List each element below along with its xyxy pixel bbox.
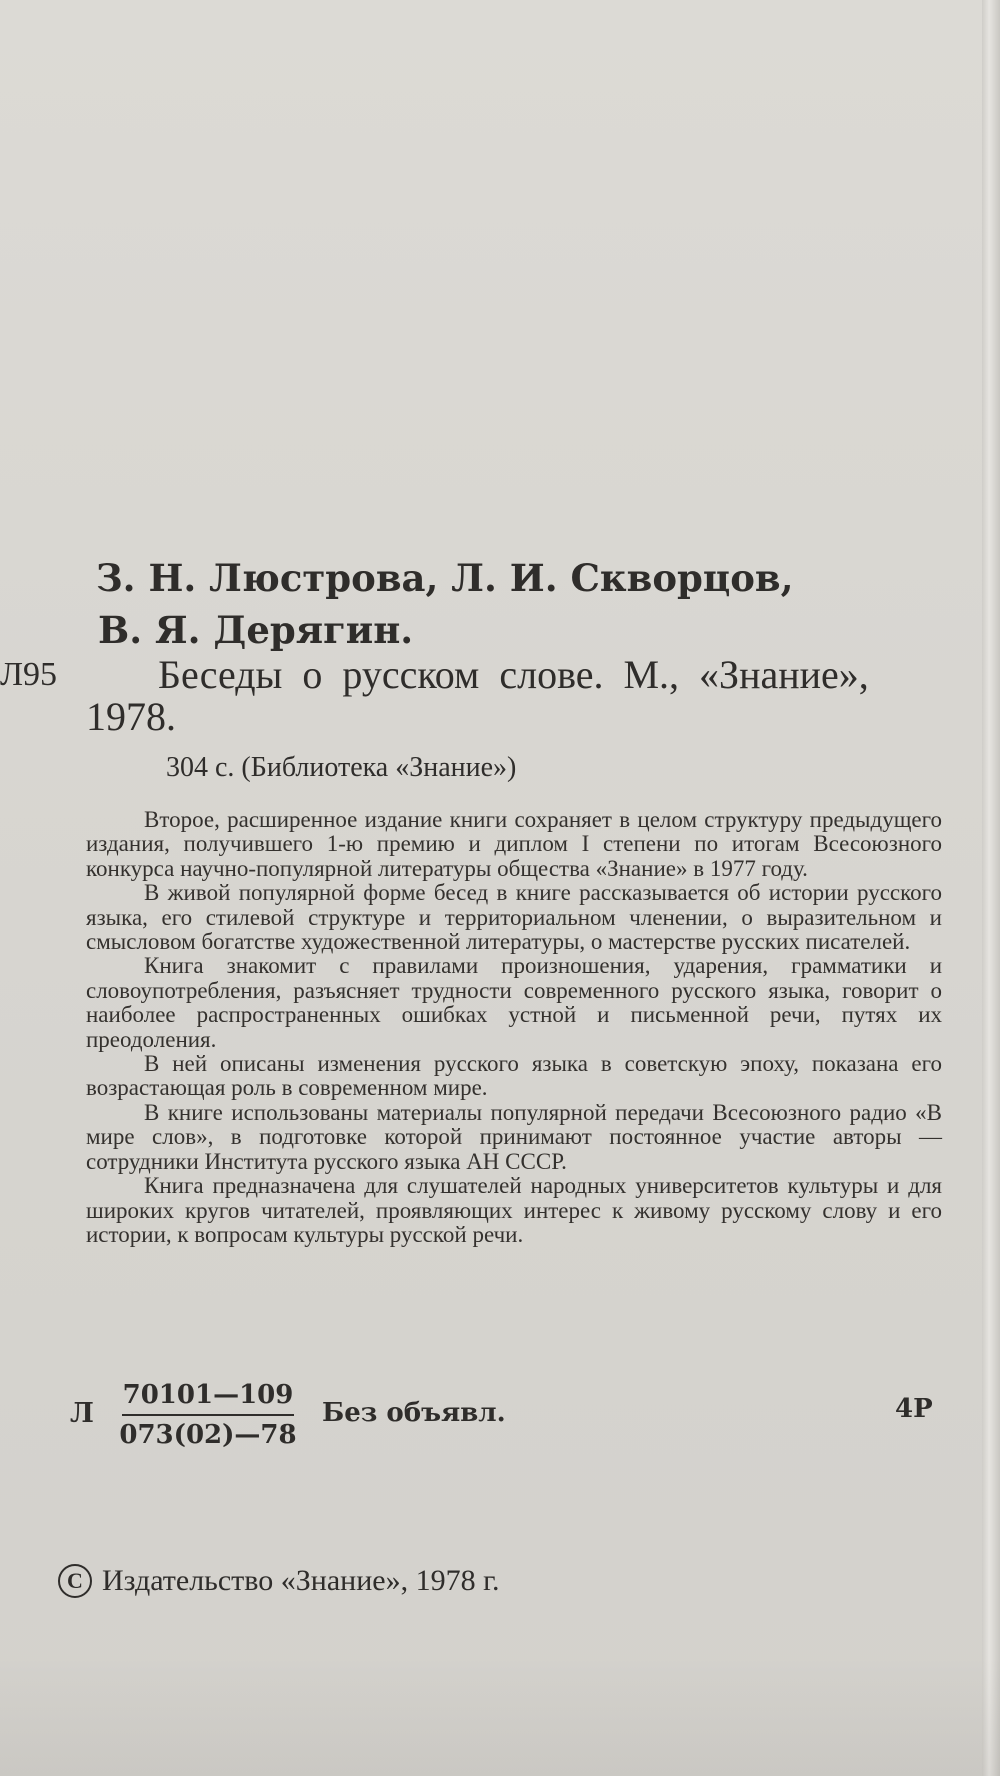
- abstract-paragraph: В ней описаны изменения русского языка в советскую эпоху, показана его возрастающая роль в современном мире.: [86, 1051, 942, 1101]
- price-code: 4Р: [895, 1394, 933, 1424]
- catalog-denominator: 073(02)—78: [119, 1420, 297, 1450]
- copyright-icon: C: [58, 1564, 92, 1598]
- abstract-paragraph: Второе, расширенное издание книги сохраняет в целом структуру предыдущего издания, получившего 1-ю премию и диплом I степени по итогам Всесоюзного конкурса научно-популярной литературы общества «Знание» в 1977 году.: [86, 807, 942, 881]
- catalog-index: [70, 1378, 950, 1468]
- classification-code: Л95: [0, 656, 58, 693]
- copyright-text: Издательство «Знание», 1978 г.: [102, 1564, 500, 1597]
- page-shadow: [0, 1656, 1000, 1776]
- copyright-line: [58, 1564, 500, 1598]
- authors-line-2: В. Я. Дерягин.: [98, 608, 414, 652]
- catalog-letter: Л: [70, 1398, 94, 1429]
- abstract-paragraph: В книге использованы материалы популярной передачи Всесоюзного радио «В мире слов», в подготовке которой принимают постоянное участие авторы — сотрудники Института русского языка АН СССР.: [86, 1099, 942, 1174]
- pages-series: 304 с. (Библиотека «Знание»): [166, 752, 517, 783]
- catalog-fraction: [118, 1378, 298, 1452]
- page-edge: [982, 0, 1000, 1776]
- abstract: [86, 808, 942, 1247]
- book-title-line: Беседы о русском слове. М., «Знание»,: [158, 652, 869, 697]
- catalog-note: Без объявл.: [322, 1398, 506, 1428]
- authors-block: [96, 552, 976, 656]
- abstract-paragraph: Книга предназначена для слушателей народных университетов культуры и для широких кругов читателей, проявляющих интерес к живому русскому слову и его истории, к вопросам культуры русской речи.: [86, 1173, 942, 1247]
- abstract-paragraph: Книга знакомит с правилами произношения, ударения, грамматики и словоупотребления, разъясняет трудности современного русского языка, говорит о наиболее распространенных ошибках устной и письменной речи, путях их преодоления.: [86, 953, 942, 1052]
- publication-year: 1978.: [86, 694, 176, 739]
- authors-line-1: З. Н. Люстрова, Л. И. Скворцов,: [96, 556, 794, 600]
- abstract-paragraph: В живой популярной форме бесед в книге рассказывается об истории русского языка, его стилевой структуре и территориальном членении, о выразительном и смысловом богатстве художественной литературы, о мастерстве русских писателей.: [86, 880, 942, 955]
- catalog-numerator: 70101—109: [122, 1380, 294, 1410]
- fraction-bar: [122, 1414, 294, 1416]
